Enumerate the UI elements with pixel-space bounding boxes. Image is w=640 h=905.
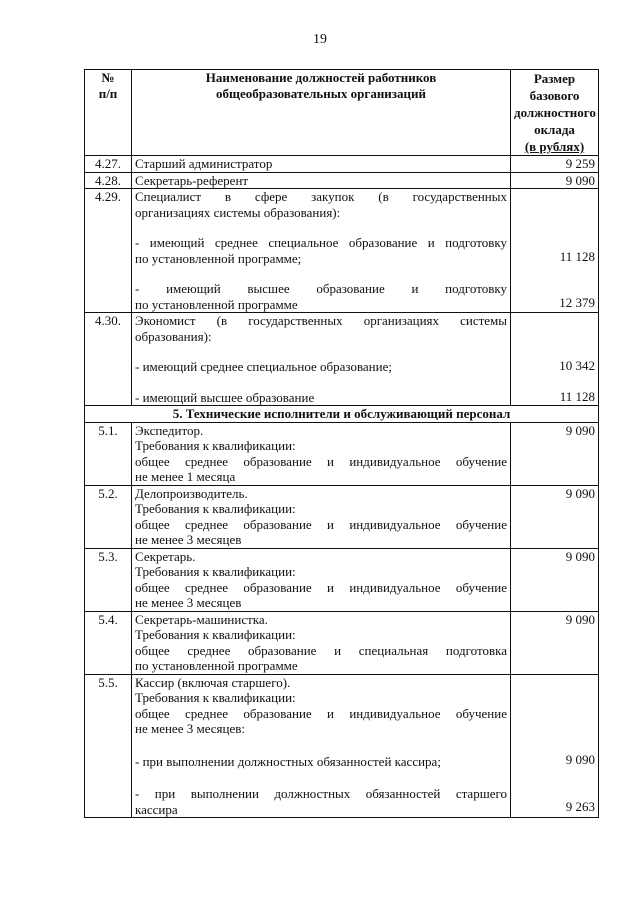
table-row	[85, 548, 599, 611]
row-name	[132, 189, 511, 313]
text-line: кассира	[135, 801, 178, 817]
header-name-line1: Наименование должностей работников	[205, 70, 437, 85]
header-name-line2: общеобразовательных организаций	[215, 85, 426, 101]
row-name	[132, 611, 511, 674]
spacer	[514, 374, 595, 389]
spacer	[514, 720, 595, 735]
row-num: 5.5.	[85, 674, 132, 818]
text-line: по установленной программе	[135, 296, 298, 312]
text-line: общее среднее образование и индивидуальное обучение	[135, 516, 507, 532]
text-line: Требования к квалификации:	[135, 438, 296, 453]
text-line: не менее 3 месяцев	[135, 532, 242, 547]
text-line: Требования к квалификации:	[135, 627, 296, 642]
row-value: 9 090	[511, 485, 599, 548]
spacer	[514, 313, 595, 328]
table-row	[85, 156, 599, 173]
text-line: по установленной программе;	[135, 250, 302, 266]
row-value: 9 090	[511, 611, 599, 674]
row-num: 4.28.	[85, 172, 132, 189]
text-line: общее среднее образование и индивидуальное обучение	[135, 705, 507, 721]
row-name	[132, 548, 511, 611]
spacer	[514, 735, 595, 752]
spacer	[135, 344, 507, 359]
spacer	[514, 219, 595, 234]
text-line: Экспедитор.	[135, 422, 204, 438]
spacer	[514, 265, 595, 280]
value-b: 11 128	[559, 388, 595, 404]
row-num: 5.3.	[85, 548, 132, 611]
text-line: Секретарь-машинистка.	[135, 611, 268, 627]
row-value: 9 090	[511, 172, 599, 189]
salary-table	[84, 69, 599, 818]
text-line: - имеющий среднее специальное образование;	[135, 359, 392, 374]
text-line: Секретарь.	[135, 548, 196, 564]
value-b: 12 379	[559, 294, 595, 310]
table-header-row	[85, 70, 599, 156]
text-line: Кассир (включая старшего).	[135, 674, 291, 690]
spacer	[514, 690, 595, 705]
row-name	[132, 485, 511, 548]
spacer	[514, 328, 595, 343]
text-line: - имеющий высшее образование	[135, 389, 315, 405]
spacer	[514, 767, 595, 784]
row-name	[132, 422, 511, 485]
text-line: не менее 3 месяцев	[135, 595, 242, 610]
section-header-row	[85, 406, 599, 423]
header-num-line2: п/п	[98, 85, 118, 101]
spacer	[514, 234, 595, 249]
text-line: - при выполнении должностных обязанностей кассира;	[135, 753, 441, 769]
table-row	[85, 485, 599, 548]
table-row	[85, 422, 599, 485]
row-num: 4.30.	[85, 313, 132, 406]
text-line: Делопроизводитель.	[135, 485, 248, 501]
table-row	[85, 172, 599, 189]
spacer	[514, 189, 595, 204]
spacer	[135, 266, 507, 281]
row-num: 5.1.	[85, 422, 132, 485]
table-row	[85, 313, 599, 406]
text-line: по установленной программе	[135, 658, 298, 673]
spacer	[514, 784, 595, 799]
row-value: 9 090	[511, 422, 599, 485]
table-row	[85, 611, 599, 674]
row-name: Старший администратор	[132, 156, 511, 173]
value-b: 9 263	[565, 799, 595, 814]
row-name: Секретарь-референт	[132, 172, 511, 189]
text-line: не менее 1 месяца	[135, 469, 236, 484]
spacer	[135, 375, 507, 390]
text-line: общее среднее образование и специальная подготовка	[135, 642, 507, 658]
spacer	[135, 737, 507, 754]
spacer	[135, 769, 507, 786]
text-line: Специалист в сфере закупок (в государственных	[135, 189, 507, 204]
row-name	[132, 674, 511, 818]
value-a: 11 128	[559, 249, 595, 264]
text-line: - имеющий среднее специальное образование и подготовку	[135, 235, 507, 250]
spacer	[514, 280, 595, 295]
row-value	[511, 313, 599, 406]
row-num: 5.2.	[85, 485, 132, 548]
text-line: - при выполнении должностных обязанностей старшего	[135, 786, 507, 801]
row-num: 4.27.	[85, 156, 132, 173]
spacer	[514, 343, 595, 358]
text-line: образования):	[135, 328, 212, 344]
text-line: Требования к квалификации:	[135, 501, 296, 516]
text-line: Экономист (в государственных организациях системы	[135, 313, 507, 328]
row-value	[511, 189, 599, 313]
row-value	[511, 674, 599, 818]
text-line: Требования к квалификации:	[135, 564, 296, 579]
row-name	[132, 313, 511, 406]
spacer	[514, 705, 595, 720]
header-size-l0: Размер	[533, 71, 576, 86]
value-a: 10 342	[559, 358, 595, 373]
value-a: 9 090	[565, 751, 595, 767]
spacer	[135, 220, 507, 235]
spacer	[514, 204, 595, 219]
table-row	[85, 674, 599, 818]
header-size	[511, 70, 599, 156]
section-title: 5. Технические исполнители и обслуживающий персонал	[85, 406, 599, 423]
header-size-l2: должностного	[514, 105, 596, 120]
header-num-line1: №	[101, 70, 115, 85]
row-num: 5.4.	[85, 611, 132, 674]
header-size-l3: оклада	[534, 122, 575, 137]
header-size-l4: (в рублях)	[524, 139, 585, 154]
row-value: 9 090	[511, 548, 599, 611]
text-line: - имеющий высшее образование и подготовку	[135, 281, 507, 296]
page-number: 19	[313, 32, 327, 47]
header-size-l1: базового	[529, 88, 580, 103]
row-num: 4.29.	[85, 189, 132, 313]
table-row	[85, 189, 599, 313]
text-line: общее среднее образование и индивидуальное обучение	[135, 453, 507, 469]
text-line: не менее 3 месяцев:	[135, 721, 246, 736]
spacer	[514, 675, 595, 690]
text-line: организациях системы образования):	[135, 204, 341, 220]
header-name	[132, 70, 511, 156]
header-num	[85, 70, 132, 156]
text-line: Требования к квалификации:	[135, 690, 296, 705]
text-line: общее среднее образование и индивидуальное обучение	[135, 579, 507, 595]
row-value: 9 259	[511, 156, 599, 173]
